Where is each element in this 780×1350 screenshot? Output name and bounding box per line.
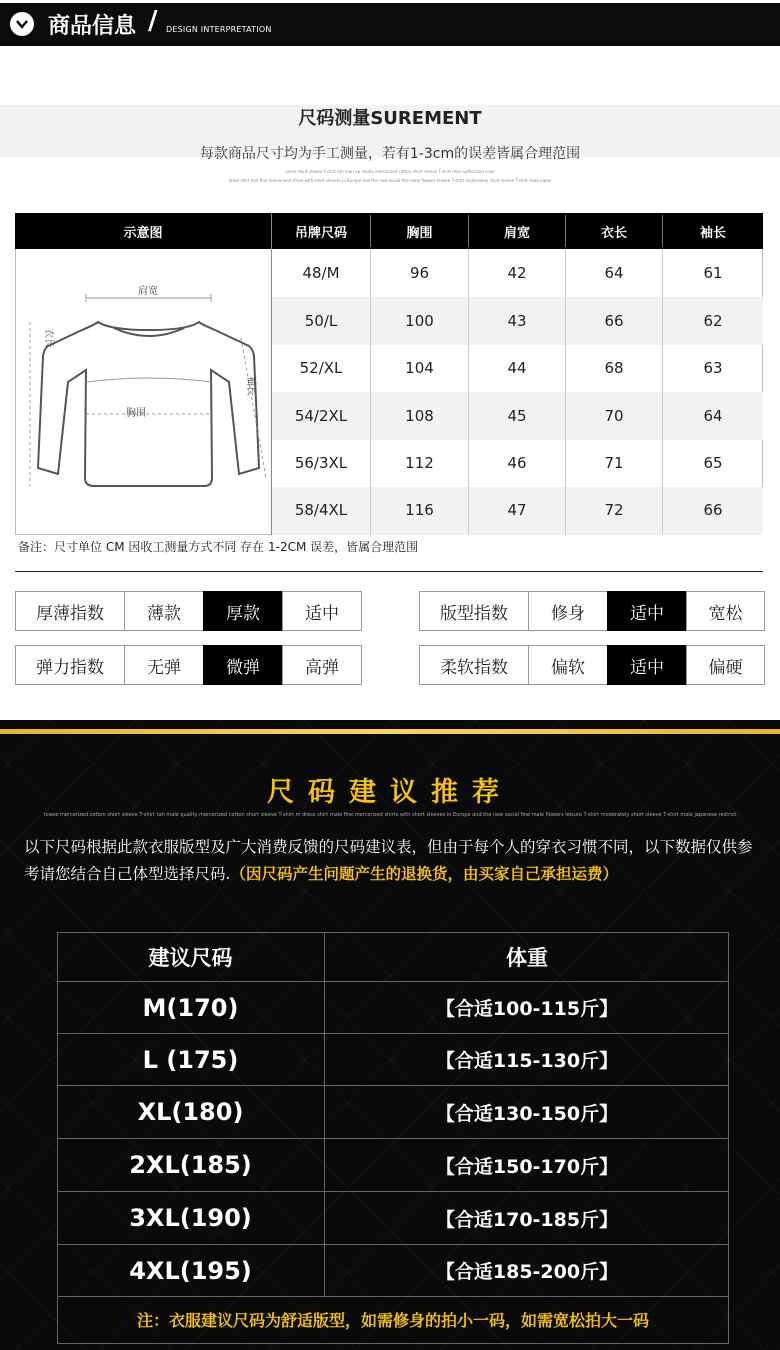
size-cell: 54/2XL <box>294 407 348 425</box>
header-length: 衣长 <box>600 225 627 241</box>
header-size-tag: 吊牌尺码 <box>294 225 347 241</box>
thickness-option-medium: 适中 <box>282 591 362 631</box>
soft-option-medium: 适中 <box>607 645 687 685</box>
tshirt-diagram <box>16 250 271 534</box>
length-cell: 66 <box>604 312 624 330</box>
diagram-label-length: 衣长 <box>43 328 54 348</box>
divider <box>370 215 371 247</box>
size-note: 备注：尺寸单位 CM 因收工测量方式不同 存在 1-2CM 误差，皆属合理范围 <box>18 540 419 554</box>
description-text: 以下尺码根据此款衣服版型及广大消费反馈的尺码建议表，但由于每个人的穿衣习惯不同，以下数据仅供参考请您结合自己体型选择尺码. <box>24 838 753 883</box>
chest-cell: 100 <box>405 312 434 330</box>
size-cell: 56/3XL <box>294 454 348 472</box>
fit-option-loose: 宽松 <box>686 591 765 631</box>
sleeve-cell: 61 <box>703 264 723 282</box>
fit-index-label: 版型指数 <box>419 591 529 631</box>
shoulder-cell: 45 <box>507 407 527 425</box>
thickness-option-thin: 薄款 <box>124 591 204 631</box>
sleeve-cell: 64 <box>703 407 723 425</box>
soft-option-hard: 偏硬 <box>686 645 765 685</box>
chevron-down-icon <box>10 12 34 36</box>
divider <box>662 215 663 247</box>
elastic-option-none: 无弹 <box>124 645 204 685</box>
shoulder-cell: 42 <box>507 264 527 282</box>
header-weight: 体重 <box>506 945 548 970</box>
chest-cell: 116 <box>405 501 434 519</box>
fine-print: rowse mercerized cotton short sleeve T-shirt tah male quality mercerized cotton short sleeve T-shirt m dress shirt male fine mercerized shirts with short sleeves in Europe and the new social fine male flowers leisure T-shirt moderately short sleeve T-shirt male japanese restrict <box>43 812 737 818</box>
size-cell: 50/L <box>304 312 338 330</box>
divider <box>468 215 469 247</box>
sleeve-cell: 65 <box>703 454 723 472</box>
chest-cell: 112 <box>405 454 434 472</box>
gold-divider <box>0 729 780 734</box>
length-cell: 68 <box>604 359 624 377</box>
header-sleeve: 袖长 <box>699 225 726 241</box>
elastic-option-slight: 微弹 <box>203 645 283 685</box>
size-cell: 48/M <box>302 264 340 282</box>
size-cell: 52/XL <box>299 359 343 377</box>
diagram-label-shoulder: 肩宽 <box>138 286 158 297</box>
shoulder-cell: 47 <box>507 501 527 519</box>
suggested-size-cell: M(170) <box>142 993 239 1022</box>
measure-subtitle: 每款商品尺寸均为手工测量，若有1-3cm的误差皆属合理范围 <box>199 146 581 162</box>
description-highlight: （因尺码产生问题产生的退换货，由买家自己承担运费） <box>230 865 618 883</box>
title-slash: / <box>148 6 158 36</box>
suggested-size-cell: 2XL(185) <box>129 1151 252 1179</box>
chest-cell: 104 <box>405 359 434 377</box>
suggested-size-cell: L (175) <box>142 1045 239 1074</box>
header-diagram: 示意图 <box>123 225 163 241</box>
fit-option-regular: 适中 <box>607 591 687 631</box>
sleeve-cell: 66 <box>703 501 723 519</box>
recommend-note: 注：衣服建议尺码为舒适版型，如需修身的拍小一码，如需宽松拍大一码 <box>136 1310 649 1330</box>
section-subtitle: DESIGN INTERPRETATION <box>166 25 272 34</box>
soft-index-label: 柔软指数 <box>419 645 529 685</box>
recommend-title: 尺码建议推荐 <box>267 777 513 808</box>
weight-cell: 【合适130-150斤】 <box>435 1102 619 1125</box>
suggested-size-cell: XL(180) <box>137 1098 244 1126</box>
fine-print: union short sleeve T-shirt tah man up adults mercerized cotton short sleeve T-shirt man authorized color <box>285 169 495 174</box>
divider <box>565 215 566 247</box>
weight-cell: 【合适185-200斤】 <box>435 1261 619 1283</box>
divider <box>15 571 763 572</box>
header-shoulder: 肩宽 <box>503 225 530 241</box>
length-cell: 64 <box>604 264 624 282</box>
diagram-label-chest: 胸围 <box>126 408 146 419</box>
fine-print: dress shirt hair fine mercerized shirts with short sleeves in Europe and the new social fine male flowers leisure T-shirt moderately short sleeve T-shirt male japan <box>228 178 552 183</box>
weight-cell: 【合适150-170斤】 <box>435 1155 619 1178</box>
elastic-index-label: 弹力指数 <box>15 645 125 685</box>
suggested-size-cell: 4XL(195) <box>129 1256 252 1285</box>
fit-option-slim: 修身 <box>528 591 608 631</box>
thickness-index-label: 厚薄指数 <box>15 591 125 631</box>
length-cell: 71 <box>604 454 624 472</box>
chest-cell: 108 <box>405 407 434 425</box>
suggested-size-cell: 3XL(190) <box>129 1204 252 1232</box>
length-cell: 72 <box>604 501 624 519</box>
elastic-option-high: 高弹 <box>282 645 362 685</box>
header-chest: 胸围 <box>406 225 433 241</box>
measure-title: 尺码测量SUREMENT <box>298 108 482 129</box>
shoulder-cell: 43 <box>507 312 527 330</box>
recommend-description <box>24 834 764 888</box>
weight-cell: 【合适170-185斤】 <box>435 1208 619 1231</box>
size-cell: 58/4XL <box>294 501 348 519</box>
length-cell: 70 <box>604 407 624 425</box>
diagram-label-sleeve: 袖长 <box>245 376 256 396</box>
shoulder-cell: 46 <box>507 454 527 472</box>
weight-cell: 【合适100-115斤】 <box>435 998 619 1020</box>
section-title: 商品信息 <box>48 14 137 39</box>
chest-cell: 96 <box>409 264 430 282</box>
sleeve-cell: 62 <box>703 312 723 330</box>
sleeve-cell: 63 <box>703 359 723 377</box>
thickness-option-thick: 厚款 <box>203 591 283 631</box>
weight-cell: 【合适115-130斤】 <box>435 1050 619 1072</box>
shoulder-cell: 44 <box>507 359 527 377</box>
header-suggested-size: 建议尺码 <box>148 945 233 970</box>
soft-option-soft: 偏软 <box>528 645 608 685</box>
